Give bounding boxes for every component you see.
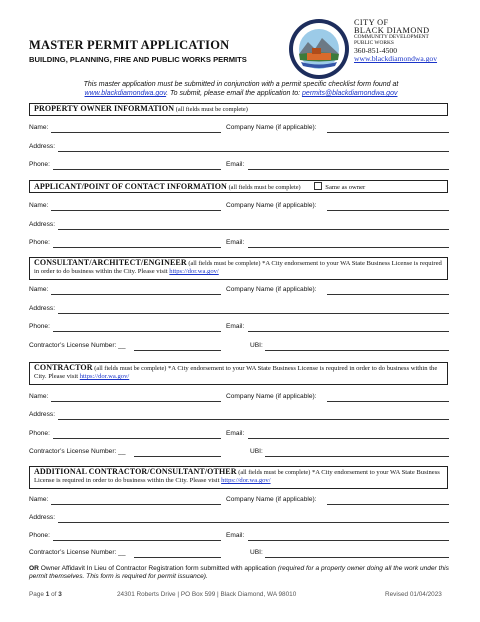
consultant-phone-field[interactable] [53, 331, 221, 332]
page-of: of [51, 591, 57, 598]
affidavit-text: Owner Affidavit In Lieu of Contractor Registration form submitted with application [40, 565, 276, 572]
license-label: Contractor’s License Number: __ [29, 448, 126, 455]
revised-date: Revised 01/04/2023 [385, 591, 442, 598]
consultant-license-field[interactable] [134, 350, 221, 351]
contractor-ubi-field[interactable] [265, 456, 449, 457]
phone-label: Phone: [29, 239, 50, 246]
contractor-name-field[interactable] [51, 401, 221, 402]
additional-ubi-field[interactable] [265, 557, 449, 558]
name-label: Name: [29, 124, 49, 131]
company-label: Company Name (if applicable): [226, 393, 317, 400]
city-line2: BLACK DIAMOND [354, 26, 430, 36]
city-website-link[interactable]: www.blackdiamondwa.gov [354, 54, 438, 64]
page-subtitle: BUILDING, PLANNING, FIRE AND PUBLIC WORKS PERMITS [29, 55, 247, 64]
applicant-phone-field[interactable] [53, 247, 221, 248]
website-link[interactable]: www.blackdiamondwa.gov [84, 90, 167, 97]
additional-heading: ADDITIONAL CONTRACTOR/CONSULTANT/OTHER [34, 467, 237, 476]
contractor-email-field[interactable] [248, 438, 449, 439]
consultant-note: (all fields must be complete) [188, 260, 261, 267]
footer-address: 24301 Roberts Drive | PO Box 599 | Black Diamond, WA 98010 [117, 591, 297, 598]
intro-line2: . To submit, please email the application to: [166, 90, 301, 97]
owner-section-header [29, 103, 448, 116]
name-label: Name: [29, 496, 49, 503]
page-number [29, 591, 62, 598]
owner-phone-field[interactable] [53, 169, 221, 170]
address-label: Address: [29, 411, 56, 418]
same-as-owner-checkbox[interactable] [314, 182, 322, 190]
contractor-phone-field[interactable] [53, 438, 221, 439]
address-label: Address: [29, 143, 56, 150]
additional-license-field[interactable] [134, 557, 221, 558]
applicant-name-field[interactable] [51, 210, 221, 211]
intro-line1: This master application must be submitted in conjunction with a permit specific checklist form found at [83, 81, 399, 88]
consultant-company-field[interactable] [327, 294, 449, 295]
consultant-section-header [29, 257, 448, 280]
phone-label: Phone: [29, 323, 50, 330]
address-label: Address: [29, 305, 56, 312]
consultant-address-field[interactable] [58, 313, 449, 314]
applicant-address-field[interactable] [58, 229, 449, 230]
email-label: Email: [226, 239, 245, 246]
company-label: Company Name (if applicable): [226, 202, 317, 209]
city-seal-icon [288, 18, 350, 80]
applicant-heading: APPLICANT/POINT OF CONTACT INFORMATION [34, 182, 227, 191]
owner-note: (all fields must be complete) [175, 106, 248, 113]
owner-address-field[interactable] [58, 151, 449, 152]
additional-section-header [29, 466, 448, 489]
consultant-email-field[interactable] [248, 331, 449, 332]
department-line1: COMMUNITY DEVELOPMENT [354, 34, 429, 41]
page-total: 3 [58, 591, 62, 598]
dor-link[interactable]: https://dor.wa.gov/ [169, 268, 219, 276]
company-label: Company Name (if applicable): [226, 124, 317, 131]
ubi-label: UBI: [250, 448, 263, 455]
consultant-heading: CONSULTANT/ARCHITECT/ENGINEER [34, 258, 187, 267]
additional-address-field[interactable] [58, 522, 449, 523]
name-label: Name: [29, 286, 49, 293]
affidavit-italic: (required for a property owner doing all the work under this permit themselves. This form is required for permit issuance). [29, 565, 449, 581]
additional-email-field[interactable] [248, 540, 449, 541]
contractor-heading: CONTRACTOR [34, 363, 93, 372]
email-label: Email: [226, 430, 245, 437]
affidavit-or: OR [29, 565, 39, 572]
owner-heading: PROPERTY OWNER INFORMATION [34, 104, 175, 113]
additional-phone-field[interactable] [53, 540, 221, 541]
additional-company-field[interactable] [327, 504, 449, 505]
page-num: 1 [45, 591, 50, 598]
city-phone: 360-851-4500 [354, 46, 398, 55]
company-label: Company Name (if applicable): [226, 496, 317, 503]
city-info [354, 19, 437, 63]
additional-name-field[interactable] [51, 504, 221, 505]
name-label: Name: [29, 202, 49, 209]
owner-company-field[interactable] [327, 132, 449, 133]
owner-affidavit-note [29, 565, 451, 582]
address-label: Address: [29, 221, 56, 228]
permits-email-link[interactable]: permits@blackdiamondwa.gov [302, 90, 398, 97]
department-line2: PUBLIC WORKS [354, 40, 394, 47]
additional-endorsement-text: *A City endorsement to your WA State Business License is required in order to do business within the City. Please visit [34, 469, 440, 485]
owner-email-field[interactable] [248, 169, 449, 170]
additional-note: (all fields must be complete) [238, 469, 311, 476]
contractor-endorsement-text: *A City endorsement to your WA State Business License is required in order to do business within the City. Please visit [34, 365, 438, 381]
same-as-owner-label: Same as owner [325, 184, 366, 191]
address-label: Address: [29, 514, 56, 521]
applicant-section-header [29, 180, 448, 193]
page-prefix: Page [29, 591, 44, 598]
applicant-note: (all fields must be complete) [228, 184, 301, 191]
license-label: Contractor’s License Number: __ [29, 549, 126, 556]
email-label: Email: [226, 161, 245, 168]
consultant-ubi-field[interactable] [265, 350, 449, 351]
phone-label: Phone: [29, 532, 50, 539]
license-label: Contractor’s License Number: __ [29, 342, 126, 349]
dor-link[interactable]: https://dor.wa.gov/ [221, 477, 271, 485]
consultant-name-field[interactable] [51, 294, 221, 295]
applicant-email-field[interactable] [248, 247, 449, 248]
owner-name-field[interactable] [51, 132, 221, 133]
dor-link[interactable]: https://dor.wa.gov/ [79, 373, 130, 381]
phone-label: Phone: [29, 430, 50, 437]
contractor-license-field[interactable] [134, 456, 221, 457]
company-label: Company Name (if applicable): [226, 286, 317, 293]
contractor-address-field[interactable] [58, 419, 449, 420]
intro-text [30, 80, 452, 98]
name-label: Name: [29, 393, 49, 400]
email-label: Email: [226, 532, 245, 539]
city-line1: CITY OF [354, 18, 389, 27]
applicant-company-field[interactable] [327, 210, 449, 211]
ubi-label: UBI: [250, 342, 263, 349]
ubi-label: UBI: [250, 549, 263, 556]
email-label: Email: [226, 323, 245, 330]
consultant-endorsement-text: *A City endorsement to your WA State Business License is required in order to do business within the City. Please visit [34, 260, 442, 276]
page-title: MASTER PERMIT APPLICATION [29, 38, 230, 52]
phone-label: Phone: [29, 161, 50, 168]
contractor-company-field[interactable] [327, 401, 449, 402]
contractor-note: (all fields must be complete) [94, 365, 167, 372]
contractor-section-header [29, 362, 448, 385]
